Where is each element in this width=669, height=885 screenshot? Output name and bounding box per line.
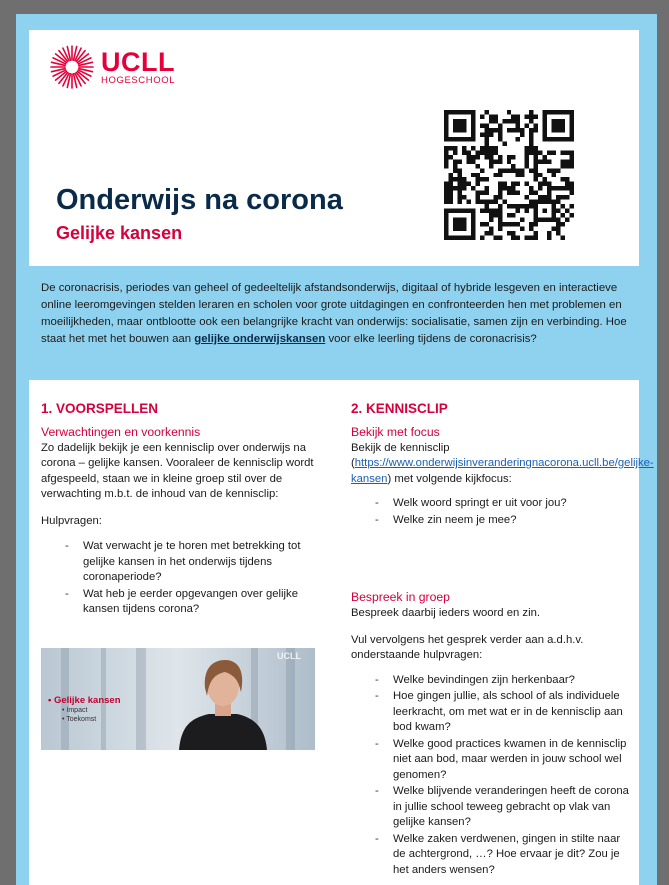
video-bullet-main: • Gelijke kansen xyxy=(48,695,121,706)
list-item: - Welke zaken verdwenen, gingen in stilte naar de achtergrond, …? Hoe ervaar je dit? Zou je het anders wensen? xyxy=(375,832,631,879)
list-item: - Wat heb je eerder opgevangen over gelijke kansen tijdens corona? xyxy=(65,587,316,618)
list-item: - Welk woord springt er uit voor jou? xyxy=(375,496,631,512)
kennisclip-link[interactable]: https://www.onderwijsinveranderingnacorona.ucll.be/gelijke-kansen xyxy=(351,457,654,485)
intro-band xyxy=(16,266,657,378)
list-item: - Welke bevindingen zijn herkenbaar? xyxy=(375,673,631,689)
subheading-bekijk: Bekijk met focus xyxy=(351,424,440,439)
document-page xyxy=(16,14,657,885)
list-item: - Welke good practices kwamen in de kennisclip niet aan bod, maar werden in jouw school wel genomen? xyxy=(375,737,631,784)
subheading-bespreek: Bespreek in groep xyxy=(351,590,450,604)
left-question-list xyxy=(41,539,316,618)
video-thumbnail[interactable] xyxy=(41,648,315,750)
header-card xyxy=(29,30,639,266)
para-text: ) met volgende kijkfocus: xyxy=(387,472,512,485)
list-item: - Welke zin neem je mee? xyxy=(375,513,631,529)
intro-paragraph xyxy=(41,280,636,348)
para-text: Bekijk de kennisclip xyxy=(351,441,450,454)
qr-code-icon[interactable] xyxy=(444,110,574,240)
logo-subtitle: HOGESCHOOL xyxy=(101,74,176,86)
video-overlay-bullets xyxy=(48,695,121,724)
intro-text-start: De coronacrisis, periodes van geheel of gedeeltelijk afstandsonderwijs, digitaal of hybride lesgeven en interactieve online leeromgevingen stelden leraren en scholen voor grote uitdagingen en confronteerden hen met problemen en moeilijkheden, maar ontblootte ook een belangrijke kracht van onderwijs: socialisatie, samen zijn en verbinding. Hoe staat het met het bouwen aan xyxy=(41,282,627,345)
intro-link[interactable]: gelijke onderwijskansen xyxy=(194,333,326,345)
right-question-list xyxy=(351,673,631,879)
right-column xyxy=(351,380,654,879)
video-bullet-sub: • Toekomst xyxy=(62,716,97,723)
left-column xyxy=(41,380,316,619)
list-item: - Welke blijvende veranderingen heeft de corona in jullie school teweeg gebracht op vlak van gelijke kansen? xyxy=(375,784,631,831)
subheading-verwachtingen: Verwachtingen en voorkennis xyxy=(41,424,201,439)
questions-label: Hulpvragen: xyxy=(41,514,102,527)
focus-list xyxy=(351,496,631,528)
ucll-burst-icon xyxy=(49,44,95,90)
section-heading-kennisclip: 2. KENNISCLIP xyxy=(351,401,448,416)
intro-text-end: voor elke leerling tijdens de coronacrisis? xyxy=(325,333,537,345)
right-paragraph-2: Bespreek daarbij ieders woord en zin. xyxy=(351,607,541,619)
section-heading-voorspellen: 1. VOORSPELLEN xyxy=(41,401,159,416)
right-paragraph-1 xyxy=(351,441,654,488)
list-item: - Hoe gingen jullie, als school of als individuele leerkracht, om met wat er in de kennisclip aan bod kwam? xyxy=(375,689,631,736)
right-paragraph-3: Vul vervolgens het gesprek verder aan a.d.h.v. onderstaande hulpvragen: xyxy=(351,633,584,661)
list-item: - Wat verwacht je te horen met betrekking tot gelijke kansen in het onderwijs tijdens coronaperiode? xyxy=(65,539,316,586)
ucll-logo xyxy=(49,44,175,90)
video-bullet-sub: • Impact xyxy=(62,707,88,714)
page-subtitle: Gelijke kansen xyxy=(56,223,183,243)
body-card xyxy=(29,380,654,885)
video-watermark: UCLL xyxy=(277,651,301,661)
left-paragraph: Zo dadelijk bekijk je een kennisclip over onderwijs na corona – gelijke kansen. Vooraleer de kennisclip wordt afgespeeld, staan we in kleine groep stil over de verwachting m.b.t. de inhoud van de kennisclip: xyxy=(41,441,314,500)
para-text: ( xyxy=(351,457,355,469)
page-title: Onderwijs na corona xyxy=(56,184,343,216)
logo-name: UCLL xyxy=(101,46,175,77)
